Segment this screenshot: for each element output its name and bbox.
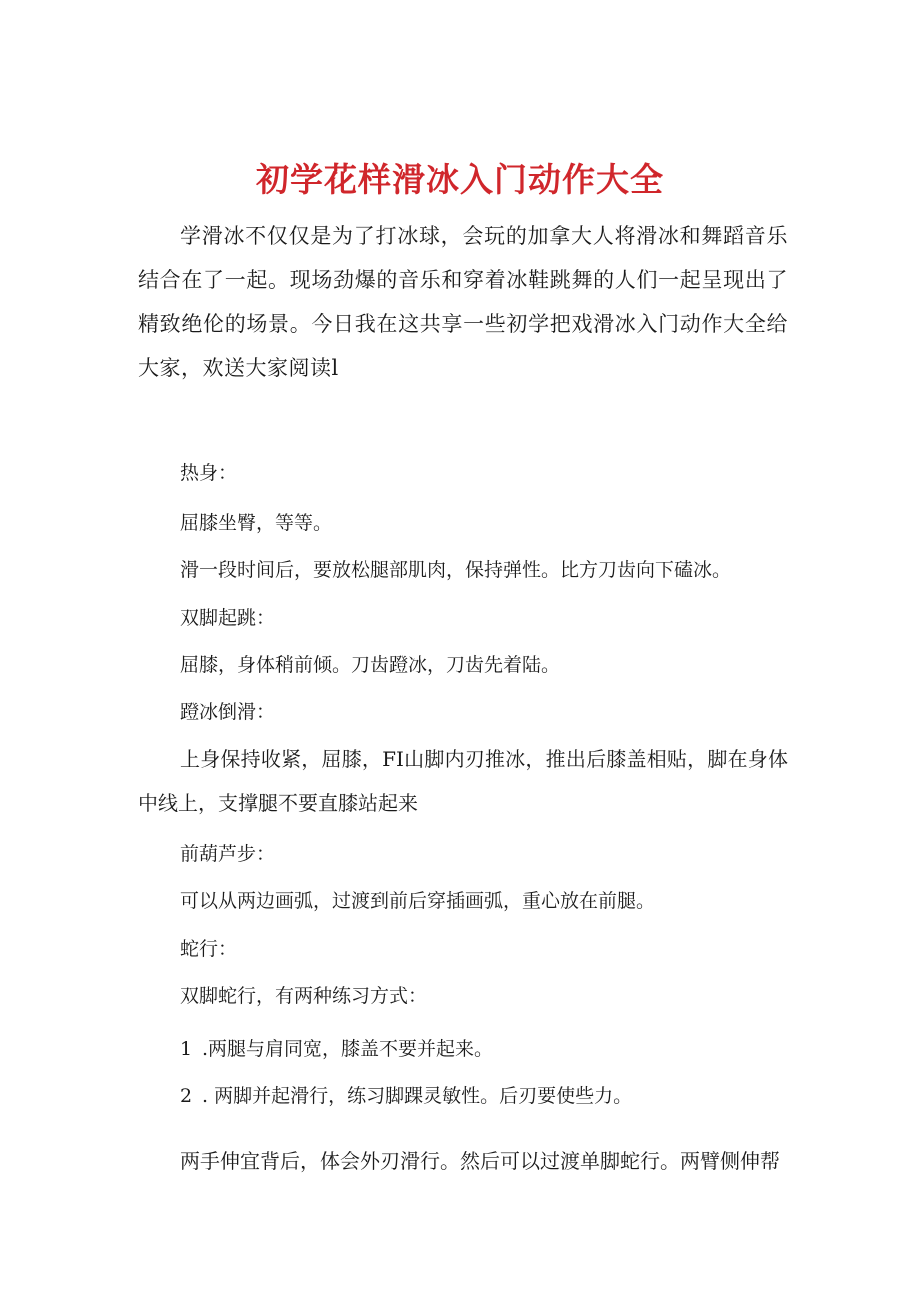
gourd-line: 可以从两边画弧，过渡到前后穿插画弧，重心放在前腿。 (180, 890, 656, 912)
warmup-line-1: 屈膝坐臀，等等。 (180, 512, 333, 534)
gourd-heading: 前葫芦步： (180, 843, 276, 865)
warmup-line-2: 滑一段时间后，要放松腿部肌肉，保持弹性。比方刀齿向下磕冰。 (180, 559, 732, 581)
jump-heading: 双脚起跳： (180, 607, 276, 629)
list-item-text: . 两脚并起滑行，练习脚踝灵敏性。后刃要使些力。 (202, 1085, 633, 1107)
list-item-number: 2 (180, 1085, 193, 1107)
list-item (180, 1034, 493, 1064)
final-line: 两手伸宜背后，体会外刃滑行。然后可以过渡单脚蛇行。两臂侧伸帮 (180, 1149, 780, 1173)
snake-heading: 蛇行： (180, 938, 238, 960)
list-item-number: 1 (180, 1038, 193, 1060)
page-title: 初学花样滑冰入门动作大全 (256, 160, 664, 200)
snake-line: 双脚蛇行，有两种练习方式： (180, 985, 428, 1007)
jump-line: 屈膝，身体稍前倾。刀齿蹬冰，刀齿先着陆。 (180, 654, 561, 676)
list-item-text: .两腿与肩同宽，膝盖不要并起来。 (202, 1038, 494, 1060)
warmup-heading: 热身： (180, 462, 238, 484)
intro-paragraph: 学滑冰不仅仅是为了打冰球，会玩的加拿大人将滑冰和舞蹈音乐结合在了一起。现场劲爆的音乐和穿着冰鞋跳舞的人们一起呈现出了精致绝伦的场景。今日我在这共享一些初学把戏滑冰入门动作大全给大家，欢送大家阅读l (138, 224, 788, 380)
back-heading: 蹬冰倒滑： (180, 701, 276, 723)
list-item (180, 1081, 632, 1111)
back-paragraph: 上身保持收紧，屈膝，FI山脚内刃推冰，推出后膝盖相贴，脚在身体中线上，支撑腿不要直膝站起来 (138, 747, 788, 815)
